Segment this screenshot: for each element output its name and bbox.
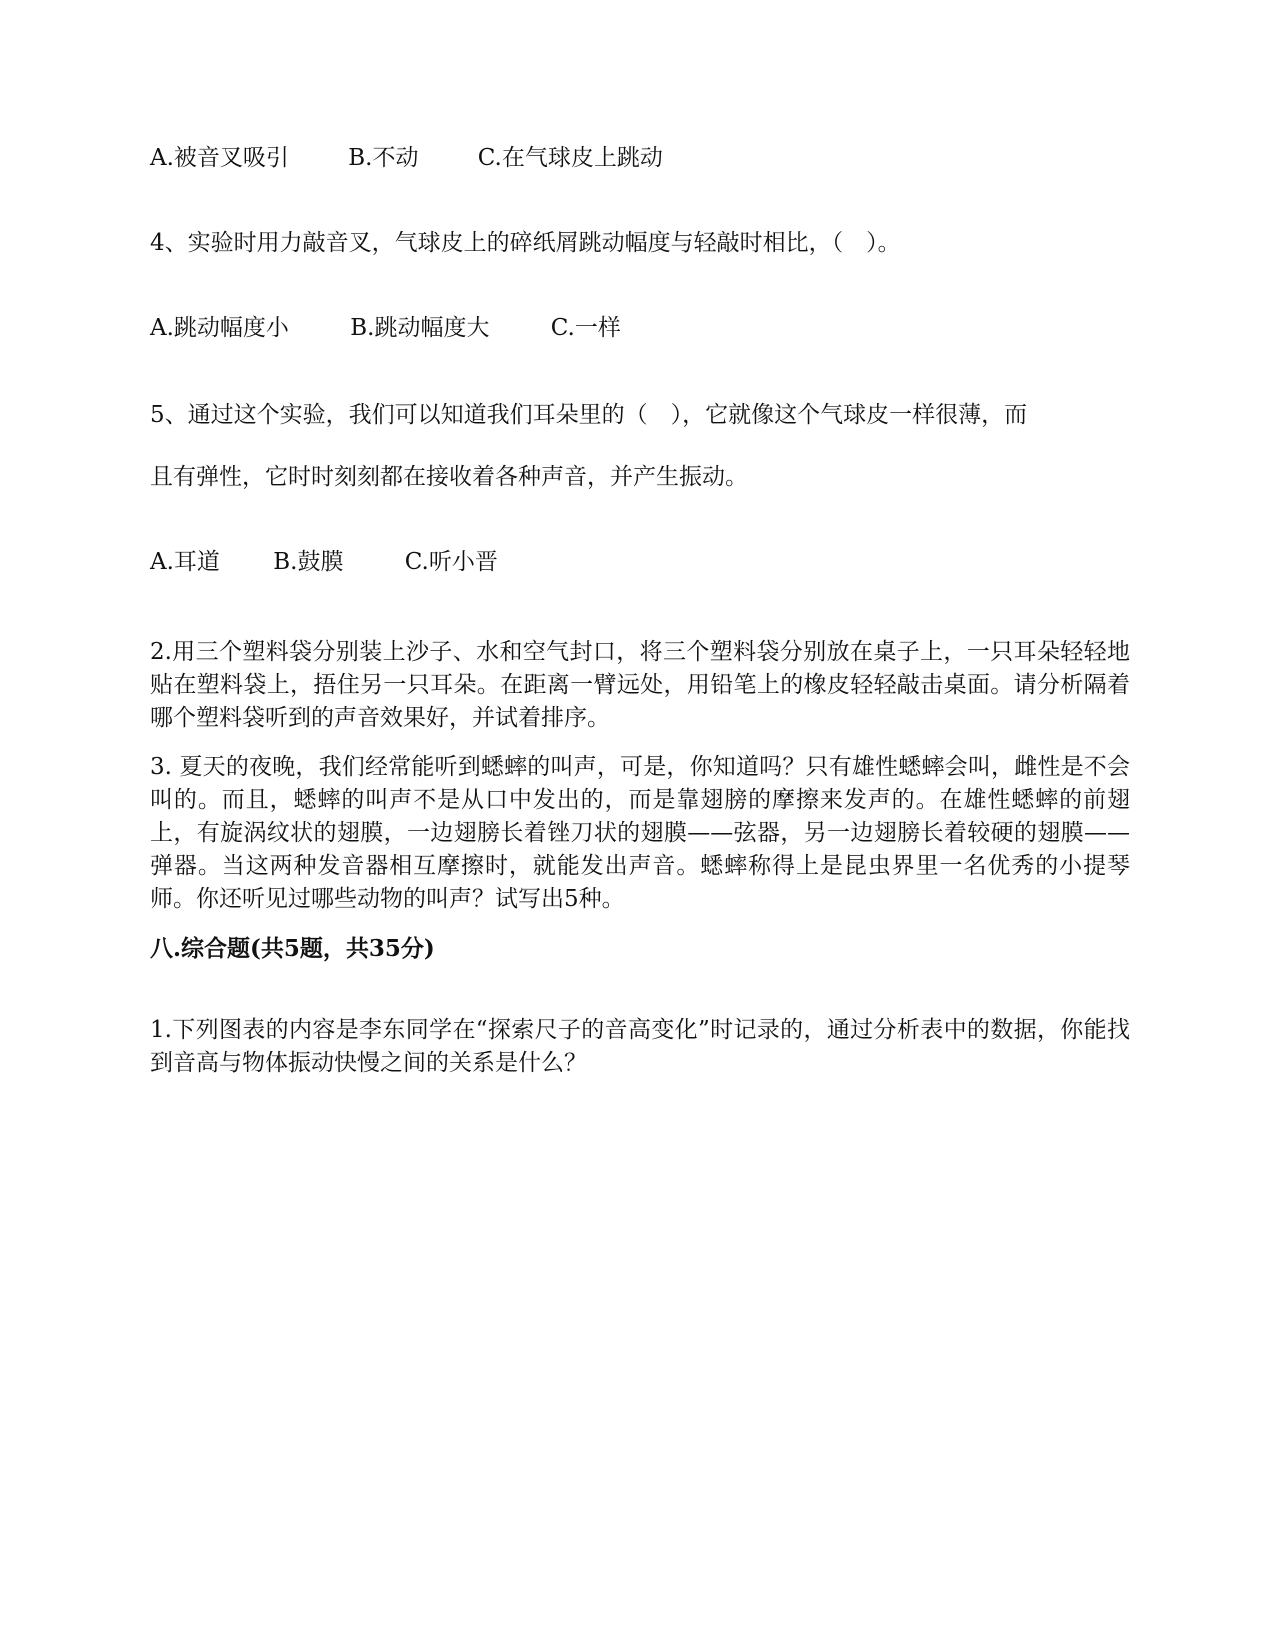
q3-option-b: B.不动 xyxy=(348,145,419,171)
q5-option-c: C.听小晋 xyxy=(404,549,498,575)
q5-option-a: A.耳道 xyxy=(150,549,220,575)
q4-option-a: A.跳动幅度小 xyxy=(150,315,289,341)
item-2-paragraph: 2.用三个塑料袋分别装上沙子、水和空气封口，将三个塑料袋分别放在桌子上，一只耳朵轻轻地贴在塑料袋上，捂住另一只耳朵。在距离一臂远处，用铅笔上的橡皮轻轻敲击桌面。请分析隔着哪个塑料袋听到的声音效果好，并试着排序。 xyxy=(150,639,1130,731)
q4-options xyxy=(150,312,1130,345)
q5-option-b: B.鼓膜 xyxy=(273,549,344,575)
q3-options xyxy=(150,142,1130,175)
q4-option-b: B.跳动幅度大 xyxy=(350,315,490,341)
q3-option-a: A.被音叉吸引 xyxy=(150,145,289,171)
item-3-paragraph: 3. 夏天的夜晚，我们经常能听到蟋蟀的叫声，可是，你知道吗？只有雄性蟋蟀会叫，雌性是不会叫的。而且，蟋蟀的叫声不是从口中发出的，而是靠翅膀的摩擦来发声的。在雄性蟋蟀的前翅上，有旋涡纹状的翅膜，一边翅膀长着锉刀状的翅膜——弦器，另一边翅膀长着较硬的翅膜——弹器。当这两种发音器相互摩擦时，就能发出声音。蟋蟀称得上是昆虫界里一名优秀的小提琴师。你还听见过哪些动物的叫声？试写出5种。 xyxy=(150,754,1130,912)
q5-options xyxy=(150,546,1130,579)
section-8-item-1: 1.下列图表的内容是李东同学在“探索尺子的音高变化”时记录的，通过分析表中的数据，你能找到音高与物体振动快慢之间的关系是什么？ xyxy=(150,1017,1130,1076)
q4-option-c: C.一样 xyxy=(550,315,621,341)
section-8-heading: 八.综合题(共5题，共35分) xyxy=(150,935,435,962)
q3-option-c: C.在气球皮上跳动 xyxy=(477,145,663,171)
q5-question-line-2: 且有弹性，它时时刻刻都在接收着各种声音，并产生振动。 xyxy=(150,464,748,490)
q4-question: 4、实验时用力敲音叉，气球皮上的碎纸屑跳动幅度与轻敲时相比，（ ）。 xyxy=(150,230,901,256)
q5-question-line-1: 5、通过这个实验，我们可以知道我们耳朵里的（ ），它就像这个气球皮一样很薄，而 xyxy=(150,402,1028,428)
